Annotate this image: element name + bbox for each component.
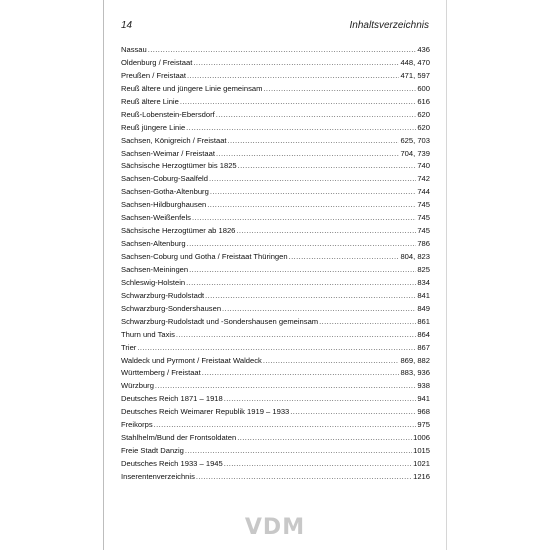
toc-leader-dots [155, 381, 416, 390]
toc-entry-label: Reuß jüngere Linie [121, 122, 186, 132]
toc-entry-page: 1006 [413, 433, 430, 443]
toc-leader-dots [209, 174, 416, 183]
toc-entry-page: 744 [417, 187, 430, 197]
toc-entry-label: Nassau [121, 45, 147, 54]
toc-entry [121, 381, 430, 394]
toc-entry-label: Thurn und Taxis [121, 329, 175, 339]
toc-leader-dots [237, 433, 412, 442]
toc-leader-dots [263, 356, 400, 365]
toc-leader-dots [154, 420, 417, 429]
toc-entry-page: 740 [417, 161, 430, 171]
toc-entry-label: Sachsen-Coburg-Saalfeld [121, 174, 208, 184]
toc-entry [121, 433, 430, 446]
toc-entry-page: 745 [417, 226, 430, 236]
toc-entry-label: Schwarzburg-Sondershausen [121, 303, 222, 313]
toc-entry-label: Deutsches Reich Weimarer Republik 1919 – 1933 [121, 407, 290, 417]
toc-entry-page: 804, 823 [400, 252, 430, 261]
toc-entry [121, 407, 430, 420]
toc-entry-page: 448, 470 [400, 57, 430, 67]
toc-entry-page: 436 [417, 45, 430, 54]
toc-leader-dots [319, 317, 416, 326]
toc-entry-page: 745 [417, 213, 430, 223]
toc-entry [121, 187, 430, 200]
toc-entry [121, 356, 430, 369]
toc-entry-page: 1216 [413, 471, 430, 481]
toc-entry-label: Deutsches Reich 1871 – 1918 [121, 394, 223, 404]
toc-entry-label: Trier [121, 342, 137, 352]
toc-leader-dots [180, 97, 416, 106]
toc-leader-dots [192, 213, 416, 222]
toc-entry [121, 97, 430, 110]
page-number: 14 [121, 20, 133, 31]
toc-entry [121, 368, 430, 381]
toc-entry [121, 446, 430, 459]
toc-entry [121, 71, 430, 84]
toc-entry-page: 471, 597 [400, 70, 430, 80]
toc-entry-page: 975 [417, 420, 430, 430]
toc-entry [121, 317, 430, 330]
toc-entry-label: Oldenburg / Freistaat [121, 57, 193, 67]
page-right-edge [446, 0, 447, 550]
toc-entry-page: 742 [417, 174, 430, 184]
toc-leader-dots [210, 187, 417, 196]
toc-leader-dots [216, 149, 399, 158]
toc-leader-dots [185, 446, 412, 455]
toc-entry [121, 394, 430, 407]
toc-entry-page: 938 [417, 381, 430, 391]
toc-entry-page: 834 [417, 277, 430, 287]
toc-entry-page: 1021 [413, 459, 430, 468]
toc-entry [121, 123, 430, 136]
toc-entry [121, 459, 430, 472]
toc-entry [121, 110, 430, 123]
toc-entry-page: 786 [417, 239, 430, 249]
toc-entry-page: 968 [417, 407, 430, 417]
page-left-edge [103, 0, 104, 550]
toc-leader-dots [196, 472, 412, 481]
toc-entry-page: 616 [417, 96, 430, 106]
toc-entry-label: Deutsches Reich 1933 – 1945 [121, 459, 223, 468]
toc-entry-label: Reuß-Lobenstein-Ebersdorf [121, 109, 215, 119]
toc-leader-dots [228, 136, 400, 145]
toc-leader-dots [205, 291, 416, 300]
toc-entry-label: Sächsische Herzogtümer bis 1825 [121, 161, 237, 171]
toc-entry-page: 620 [417, 109, 430, 119]
toc-leader-dots [224, 394, 417, 403]
toc-leader-dots [207, 200, 416, 209]
toc-entry-page: 625, 703 [400, 135, 430, 145]
toc-entry-label: Reuß ältere und jüngere Linie gemeinsam [121, 83, 263, 93]
toc-entry-page: 861 [417, 316, 430, 326]
toc-entry [121, 265, 430, 278]
toc-entry-label: Schleswig-Holstein [121, 277, 186, 287]
toc-entry-page: 941 [417, 394, 430, 404]
toc-leader-dots [290, 407, 416, 416]
toc-leader-dots [216, 110, 417, 119]
toc-leader-dots [189, 265, 416, 274]
toc-entry-page: 620 [417, 122, 430, 132]
toc-entry [121, 213, 430, 226]
toc-entry [121, 239, 430, 252]
toc-entry [121, 343, 430, 356]
toc-entry [121, 330, 430, 343]
toc-entry-label: Sachsen-Weimar / Freistaat [121, 148, 215, 158]
toc-entry-label: Sachsen-Weißenfels [121, 213, 191, 223]
toc-entry-label: Würzburg [121, 381, 154, 391]
toc-entry-page: 745 [417, 200, 430, 210]
toc-entry-label: Stahlhelm/Bund der Frontsoldaten [121, 433, 237, 443]
toc-entry-page: 864 [417, 329, 430, 339]
toc-entry-label: Freikorps [121, 420, 153, 430]
toc-entry [121, 226, 430, 239]
toc-entry-label: Sächsische Herzogtümer ab 1826 [121, 226, 236, 236]
toc-leader-dots [238, 161, 417, 170]
toc-entry [121, 420, 430, 433]
toc-entry-page: 825 [417, 264, 430, 274]
toc-leader-dots [222, 304, 416, 313]
toc-leader-dots [236, 226, 416, 235]
toc-entry-label: Württemberg / Freistaat [121, 368, 201, 378]
toc-leader-dots [137, 343, 416, 352]
page-title: Inhaltsverzeichnis [349, 20, 429, 31]
toc-entry-label: Preußen / Freistaat [121, 70, 186, 80]
toc-entry-page: 849 [417, 303, 430, 313]
toc-leader-dots [224, 459, 412, 468]
toc-entry [121, 252, 430, 265]
toc-entry [121, 149, 430, 162]
toc-leader-dots [186, 278, 416, 287]
toc-entry [121, 472, 430, 485]
toc-entry [121, 291, 430, 304]
toc-leader-dots [186, 123, 416, 132]
toc-entry-label: Sachsen-Altenburg [121, 239, 186, 249]
toc-leader-dots [202, 368, 400, 377]
toc-entry-label: Sachsen-Coburg und Gotha / Freistaat Thüringen [121, 252, 288, 261]
toc-entry-label: Waldeck und Pyrmont / Freistaat Waldeck [121, 355, 262, 365]
toc-leader-dots [187, 71, 399, 80]
table-of-contents [121, 45, 430, 485]
toc-entry-page: 867 [417, 342, 430, 352]
page-header [121, 20, 429, 34]
toc-entry [121, 84, 430, 97]
toc-leader-dots [193, 58, 399, 67]
toc-leader-dots [263, 84, 416, 93]
toc-entry-label: Schwarzburg-Rudolstadt und -Sondershausen gemeinsam [121, 316, 319, 326]
toc-entry [121, 174, 430, 187]
toc-entry-page: 883, 936 [400, 368, 430, 378]
toc-entry-label: Sachsen, Königreich / Freistaat [121, 135, 227, 145]
toc-entry-label: Inserentenverzeichnis [121, 471, 195, 481]
toc-entry-page: 1015 [413, 446, 430, 456]
toc-entry [121, 136, 430, 149]
toc-entry-label: Schwarzburg-Rudolstadt [121, 290, 205, 300]
toc-entry [121, 278, 430, 291]
toc-entry-label: Sachsen-Meiningen [121, 264, 189, 274]
toc-entry-page: 841 [417, 290, 430, 300]
toc-entry-page: 600 [417, 83, 430, 93]
toc-entry-label: Sachsen-Hildburghausen [121, 200, 207, 210]
toc-entry [121, 161, 430, 174]
toc-entry [121, 58, 430, 71]
toc-entry-label: Sachsen-Gotha-Altenburg [121, 187, 209, 197]
toc-entry [121, 200, 430, 213]
toc-entry-page: 869, 882 [400, 355, 430, 365]
toc-leader-dots [176, 330, 416, 339]
toc-entry [121, 45, 430, 58]
watermark-logo: VDM [244, 515, 306, 540]
toc-leader-dots [187, 239, 417, 248]
toc-entry [121, 304, 430, 317]
toc-entry-label: Reuß ältere Linie [121, 96, 179, 106]
toc-leader-dots [289, 252, 400, 261]
toc-leader-dots [148, 45, 417, 54]
toc-entry-page: 704, 739 [400, 148, 430, 158]
toc-entry-label: Freie Stadt Danzig [121, 446, 184, 456]
